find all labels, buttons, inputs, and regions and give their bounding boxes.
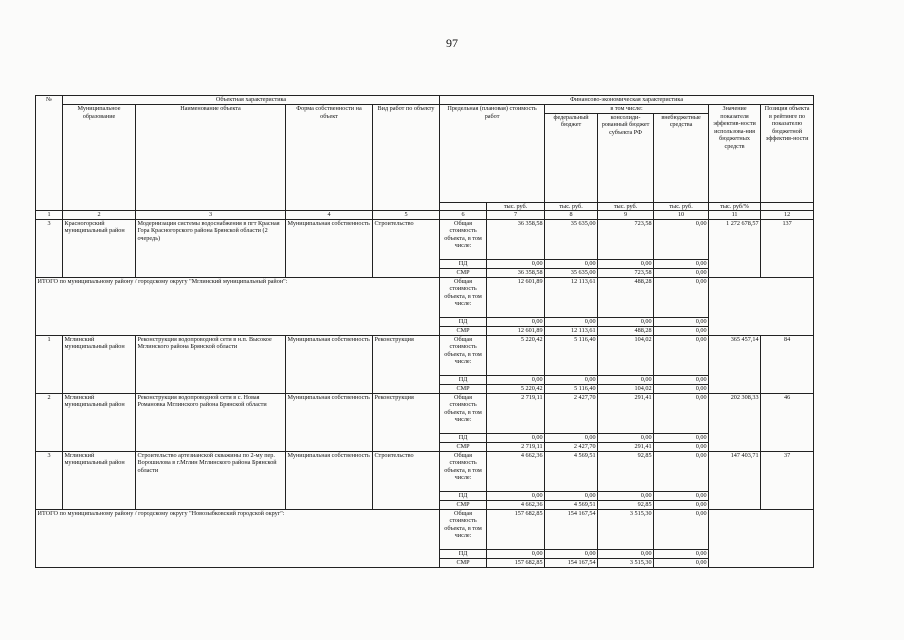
position-value: 137	[761, 219, 814, 277]
smr-federal-value: 2 427,70	[545, 442, 598, 451]
smr-consolidated-value: 723,58	[598, 268, 654, 277]
pd-consolidated-value: 0,00	[598, 433, 654, 442]
object-work-type: Реконструкция	[373, 335, 440, 393]
total-cost-value: 157 682,85	[487, 509, 545, 549]
col-number: 7	[487, 211, 545, 220]
col-number: 10	[654, 211, 709, 220]
pd-total-value: 0,00	[487, 549, 545, 558]
smr-total-value: 5 220,42	[487, 384, 545, 393]
smr-offbudget-value: 0,00	[654, 326, 709, 335]
smr-federal-value: 5 116,40	[545, 384, 598, 393]
finance-table	[35, 95, 814, 568]
header-no-cont	[36, 105, 63, 211]
offbudget-value: 0,00	[654, 277, 709, 317]
pd-consolidated-value: 0,00	[598, 491, 654, 500]
smr-label: СМР	[440, 268, 487, 277]
pd-federal-value: 0,00	[545, 259, 598, 268]
header-ownership: Форма собственности на объект	[286, 105, 373, 211]
pd-federal-value: 0,00	[545, 317, 598, 326]
offbudget-value: 0,00	[654, 451, 709, 491]
pd-federal-value: 0,00	[545, 491, 598, 500]
empty-cell	[709, 509, 814, 567]
pd-total-value: 0,00	[487, 491, 545, 500]
position-value: 46	[761, 393, 814, 451]
object-ownership: Муниципальная собственность	[286, 335, 373, 393]
smr-consolidated-value: 92,85	[598, 500, 654, 509]
header-municipality: Муниципальное образование	[63, 105, 136, 211]
header-object-group: Объектная характеристика	[63, 96, 440, 105]
smr-consolidated-value: 488,28	[598, 326, 654, 335]
offbudget-value: 0,00	[654, 219, 709, 259]
total-cost-label: Общая стоимость объекта, в том числе:	[440, 335, 487, 375]
header-offbudget: внебюджетные средства	[654, 113, 709, 202]
pd-consolidated-value: 0,00	[598, 375, 654, 384]
col-number: 9	[598, 211, 654, 220]
header-federal: федеральный бюджет	[545, 113, 598, 202]
col-number: 11	[709, 211, 761, 220]
smr-label: СМР	[440, 326, 487, 335]
units-col8: тыс. руб.	[545, 202, 598, 211]
pd-offbudget-value: 0,00	[654, 491, 709, 500]
federal-value: 154 167,54	[545, 509, 598, 549]
smr-label: СМР	[440, 558, 487, 567]
units-col6	[440, 202, 487, 211]
units-col10: тыс. руб.	[654, 202, 709, 211]
object-ownership: Муниципальная собственность	[286, 393, 373, 451]
object-number: 3	[36, 451, 63, 509]
smr-consolidated-value: 104,02	[598, 384, 654, 393]
smr-offbudget-value: 0,00	[654, 558, 709, 567]
page-number: 97	[446, 36, 458, 50]
column-numbers-row	[36, 211, 814, 220]
pd-consolidated-value: 0,00	[598, 259, 654, 268]
itogo-label: ИТОГО по муниципальному району / городскому округу "Новозыбковский городской округ":	[36, 509, 440, 567]
object-row	[36, 335, 814, 375]
units-col12	[761, 202, 814, 211]
col-number: 1	[36, 211, 63, 220]
object-row	[36, 393, 814, 433]
itogo-row	[36, 277, 814, 317]
smr-offbudget-value: 0,00	[654, 268, 709, 277]
total-cost-value: 5 220,42	[487, 335, 545, 375]
pd-total-value: 0,00	[487, 433, 545, 442]
total-cost-label: Общая стоимость объекта, в том числе:	[440, 277, 487, 317]
total-cost-label: Общая стоимость объекта, в том числе:	[440, 509, 487, 549]
total-cost-value: 2 719,11	[487, 393, 545, 433]
col-number: 4	[286, 211, 373, 220]
federal-value: 12 113,61	[545, 277, 598, 317]
smr-offbudget-value: 0,00	[654, 442, 709, 451]
total-cost-label: Общая стоимость объекта, в том числе:	[440, 393, 487, 433]
object-name: Реконструкция водопроводной сети в с. Новая Романовка Мглинского района Брянской области	[136, 393, 286, 451]
consolidated-value: 3 515,30	[598, 509, 654, 549]
pd-label: ПД	[440, 549, 487, 558]
pd-federal-value: 0,00	[545, 375, 598, 384]
object-number: 2	[36, 393, 63, 451]
col-number: 6	[440, 211, 487, 220]
smr-offbudget-value: 0,00	[654, 500, 709, 509]
empty-cell	[709, 277, 814, 335]
indicator-value: 365 457,14	[709, 335, 761, 393]
header-no: №	[36, 96, 63, 105]
pd-consolidated-value: 0,00	[598, 549, 654, 558]
object-ownership: Муниципальная собственность	[286, 219, 373, 277]
header-row-sub	[36, 105, 814, 114]
header-position: Позиция объекта в рейтинге по показателю бюджетной эффектив-ности	[761, 105, 814, 203]
pd-offbudget-value: 0,00	[654, 375, 709, 384]
pd-label: ПД	[440, 317, 487, 326]
indicator-value: 147 403,71	[709, 451, 761, 509]
units-col11: тыс. руб/%	[709, 202, 761, 211]
smr-consolidated-value: 291,41	[598, 442, 654, 451]
smr-federal-value: 154 167,54	[545, 558, 598, 567]
col-number: 8	[545, 211, 598, 220]
smr-federal-value: 12 113,61	[545, 326, 598, 335]
pd-offbudget-value: 0,00	[654, 549, 709, 558]
position-value: 84	[761, 335, 814, 393]
object-work-type: Строительство	[373, 451, 440, 509]
header-work-type: Вид работ по объекту	[373, 105, 440, 211]
object-number: 1	[36, 335, 63, 393]
consolidated-value: 104,02	[598, 335, 654, 375]
object-number: 3	[36, 219, 63, 277]
smr-federal-value: 4 569,51	[545, 500, 598, 509]
object-work-type: Строительство	[373, 219, 440, 277]
header-row-groups	[36, 96, 814, 105]
consolidated-value: 723,58	[598, 219, 654, 259]
total-cost-label: Общая стоимость объекта, в том числе:	[440, 451, 487, 491]
federal-value: 2 427,70	[545, 393, 598, 433]
pd-offbudget-value: 0,00	[654, 259, 709, 268]
smr-total-value: 4 662,36	[487, 500, 545, 509]
pd-label: ПД	[440, 375, 487, 384]
itogo-label: ИТОГО по муниципальному району / городскому округу "Мглинский муниципальный район":	[36, 277, 440, 335]
pd-label: ПД	[440, 433, 487, 442]
indicator-value: 202 308,33	[709, 393, 761, 451]
header-including: в том числе:	[545, 105, 709, 114]
smr-total-value: 2 719,11	[487, 442, 545, 451]
pd-consolidated-value: 0,00	[598, 317, 654, 326]
itogo-row	[36, 509, 814, 549]
object-work-type: Реконструкция	[373, 393, 440, 451]
object-name: Строительство артезианской скважины по 2-му пер. Ворошилова в г.Мглин Мглинского района Брянской области	[136, 451, 286, 509]
smr-label: СМР	[440, 500, 487, 509]
pd-total-value: 0,00	[487, 375, 545, 384]
offbudget-value: 0,00	[654, 509, 709, 549]
consolidated-value: 92,85	[598, 451, 654, 491]
smr-federal-value: 35 635,00	[545, 268, 598, 277]
col-number: 3	[136, 211, 286, 220]
object-name: Модернизация системы водоснабжения в пгт Красная Гора Красногорского района Брянской области (2 очередь)	[136, 219, 286, 277]
header-object-name: Наименование объекта	[136, 105, 286, 211]
object-row	[36, 451, 814, 491]
header-max-cost: Предельная (плановая) стоимость работ	[440, 105, 545, 203]
pd-label: ПД	[440, 491, 487, 500]
federal-value: 4 569,51	[545, 451, 598, 491]
total-cost-value: 4 662,36	[487, 451, 545, 491]
total-cost-label: Общая стоимость объекта, в том числе:	[440, 219, 487, 259]
smr-label: СМР	[440, 384, 487, 393]
pd-federal-value: 0,00	[545, 433, 598, 442]
object-row	[36, 219, 814, 259]
header-consolidated: консолиди-рованный бюджет субъекта РФ	[598, 113, 654, 202]
units-col7: тыс. руб.	[487, 202, 545, 211]
header-finance-group: Финансово-экономическая характеристика	[440, 96, 814, 105]
object-municipality: Мглинский муниципальный район	[63, 451, 136, 509]
federal-value: 5 116,40	[545, 335, 598, 375]
header-indicator: Значение показателя эффектив-ности использова-ния бюджетных средств	[709, 105, 761, 203]
consolidated-value: 291,41	[598, 393, 654, 433]
object-name: Реконструкция водопроводной сети в н.п. Высокое Мглинского района Брянской области	[136, 335, 286, 393]
pd-label: ПД	[440, 259, 487, 268]
smr-total-value: 36 358,58	[487, 268, 545, 277]
pd-total-value: 0,00	[487, 259, 545, 268]
federal-value: 35 635,00	[545, 219, 598, 259]
units-col9: тыс. руб.	[598, 202, 654, 211]
total-cost-value: 36 358,58	[487, 219, 545, 259]
pd-total-value: 0,00	[487, 317, 545, 326]
object-municipality: Мглинский муниципальный район	[63, 335, 136, 393]
col-number: 2	[63, 211, 136, 220]
pd-offbudget-value: 0,00	[654, 433, 709, 442]
smr-label: СМР	[440, 442, 487, 451]
object-municipality: Мглинский муниципальный район	[63, 393, 136, 451]
position-value: 37	[761, 451, 814, 509]
col-number: 5	[373, 211, 440, 220]
object-ownership: Муниципальная собственность	[286, 451, 373, 509]
smr-offbudget-value: 0,00	[654, 384, 709, 393]
object-municipality: Красногорский муниципальный район	[63, 219, 136, 277]
offbudget-value: 0,00	[654, 393, 709, 433]
col-number: 12	[761, 211, 814, 220]
offbudget-value: 0,00	[654, 335, 709, 375]
pd-offbudget-value: 0,00	[654, 317, 709, 326]
indicator-value: 1 272 678,57	[709, 219, 761, 277]
smr-consolidated-value: 3 515,30	[598, 558, 654, 567]
smr-total-value: 12 601,89	[487, 326, 545, 335]
pd-federal-value: 0,00	[545, 549, 598, 558]
total-cost-value: 12 601,89	[487, 277, 545, 317]
smr-total-value: 157 682,85	[487, 558, 545, 567]
consolidated-value: 488,28	[598, 277, 654, 317]
